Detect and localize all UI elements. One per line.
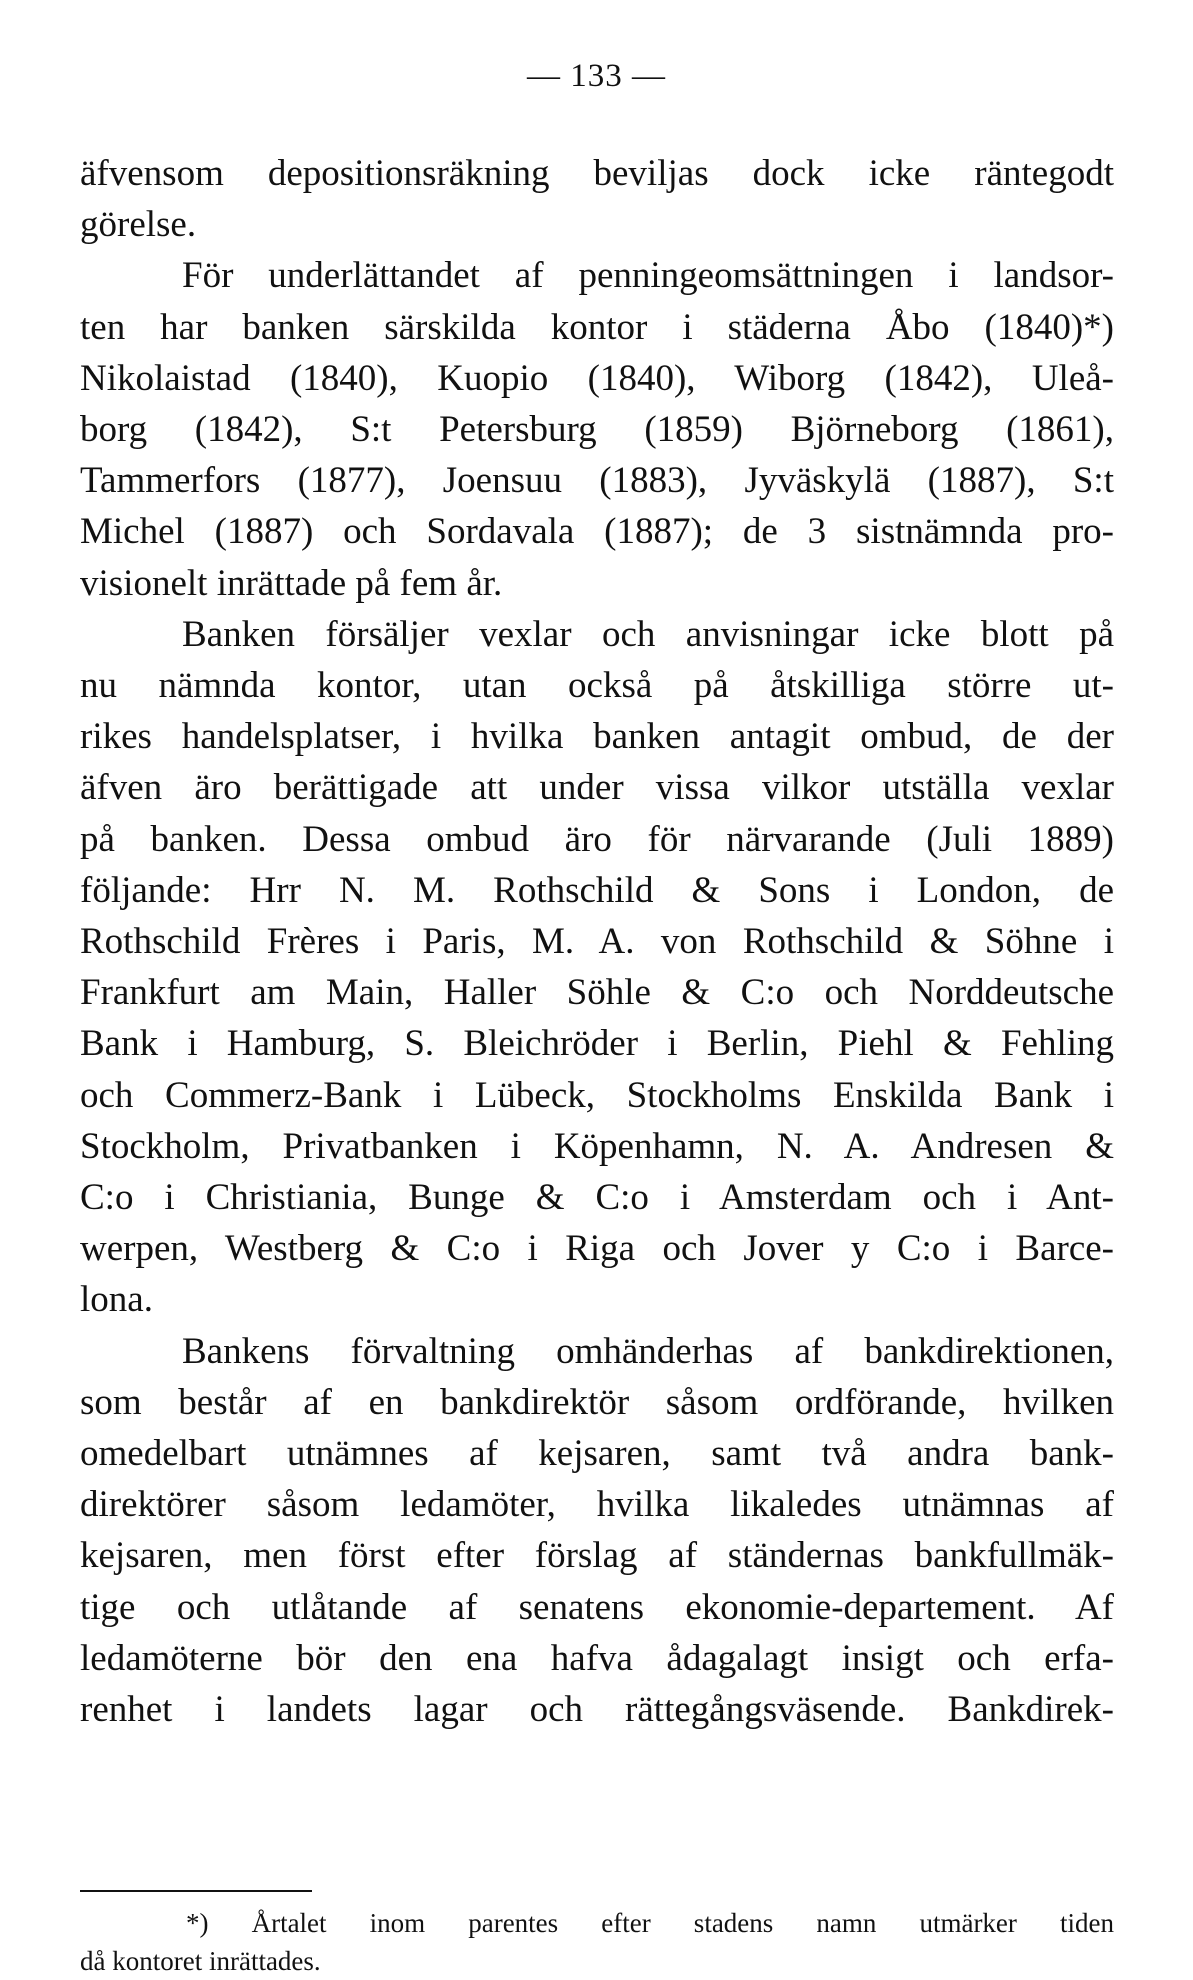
footnote-line: *) Årtalet inom parentes efter stadens namn utmärker tiden xyxy=(186,1908,1114,1938)
footnote-divider xyxy=(80,1890,312,1892)
text-line: tige och utlåtande af senatens ekonomie-departement. Af xyxy=(80,1586,1114,1628)
text-line: Michel (1887) och Sordavala (1887); de 3 sistnämnda pro- xyxy=(80,511,1114,553)
text-line: För underlättandet af penningeomsättningen i landsor- xyxy=(182,255,1114,297)
page-number: — 133 — xyxy=(527,58,666,94)
text-line: äfven äro berättigade att under vissa vilkor utställa vexlar xyxy=(80,767,1114,809)
body-text xyxy=(80,148,1114,1735)
text-line: direktörer såsom ledamöter, hvilka likaledes utnämnas af xyxy=(80,1484,1114,1526)
text-line: ledamöterne bör den ena hafva ådagalagt insigt och erfa- xyxy=(80,1637,1114,1679)
text-line: äfvensom depositionsräkning beviljas dock icke räntegodt xyxy=(80,153,1114,194)
text-line: görelse. xyxy=(80,204,197,246)
text-line: omedelbart utnämnes af kejsaren, samt två andra bank- xyxy=(80,1433,1114,1475)
text-line: Banken försäljer vexlar och anvisningar icke blott på xyxy=(182,613,1114,655)
text-line: Bankens förvaltning omhänderhas af bankdirektionen, xyxy=(182,1330,1114,1372)
text-line: nu nämnda kontor, utan också på åtskilliga större ut- xyxy=(80,665,1114,707)
text-line: lona. xyxy=(80,1279,153,1321)
text-line: werpen, Westberg & C:o i Riga och Jover y C:o i Barce- xyxy=(80,1228,1114,1270)
text-line: rikes handelsplatser, i hvilka banken antagit ombud, de der xyxy=(80,716,1114,758)
text-line: Rothschild Frères i Paris, M. A. von Rothschild & Söhne i xyxy=(80,921,1114,963)
text-line: ten har banken särskilda kontor i städerna Åbo (1840)*) xyxy=(80,306,1114,348)
footnote xyxy=(80,1904,1114,1980)
text-line: följande: Hrr N. M. Rothschild & Sons i London, de xyxy=(80,869,1114,911)
text-line: Frankfurt am Main, Haller Söhle & C:o och Norddeutsche xyxy=(80,972,1114,1014)
text-line: Bank i Hamburg, S. Bleichröder i Berlin, Piehl & Fehling xyxy=(80,1023,1114,1065)
text-line: kejsaren, men först efter förslag af ständernas bankfullmäk- xyxy=(80,1535,1114,1577)
text-line: Stockholm, Privatbanken i Köpenhamn, N. A. Andresen & xyxy=(80,1125,1114,1167)
text-line: på banken. Dessa ombud äro för närvarande (Juli 1889) xyxy=(80,818,1114,860)
text-line: C:o i Christiania, Bunge & C:o i Amsterdam och i Ant- xyxy=(80,1177,1114,1219)
text-line: och Commerz-Bank i Lübeck, Stockholms Enskilda Bank i xyxy=(80,1074,1114,1116)
text-line: Nikolaistad (1840), Kuopio (1840), Wiborg (1842), Uleå- xyxy=(80,357,1114,399)
text-line: borg (1842), S:t Petersburg (1859) Björneborg (1861), xyxy=(80,409,1114,451)
text-line: renhet i landets lagar och rättegångsväsende. Bankdirek- xyxy=(80,1689,1114,1731)
footnote-line: då kontoret inrättades. xyxy=(80,1946,321,1976)
text-line: som består af en bankdirektör såsom ordförande, hvilken xyxy=(80,1381,1114,1423)
text-line: visionelt inrättade på fem år. xyxy=(80,562,503,604)
text-line: Tammerfors (1877), Joensuu (1883), Jyväskylä (1887), S:t xyxy=(80,460,1114,502)
